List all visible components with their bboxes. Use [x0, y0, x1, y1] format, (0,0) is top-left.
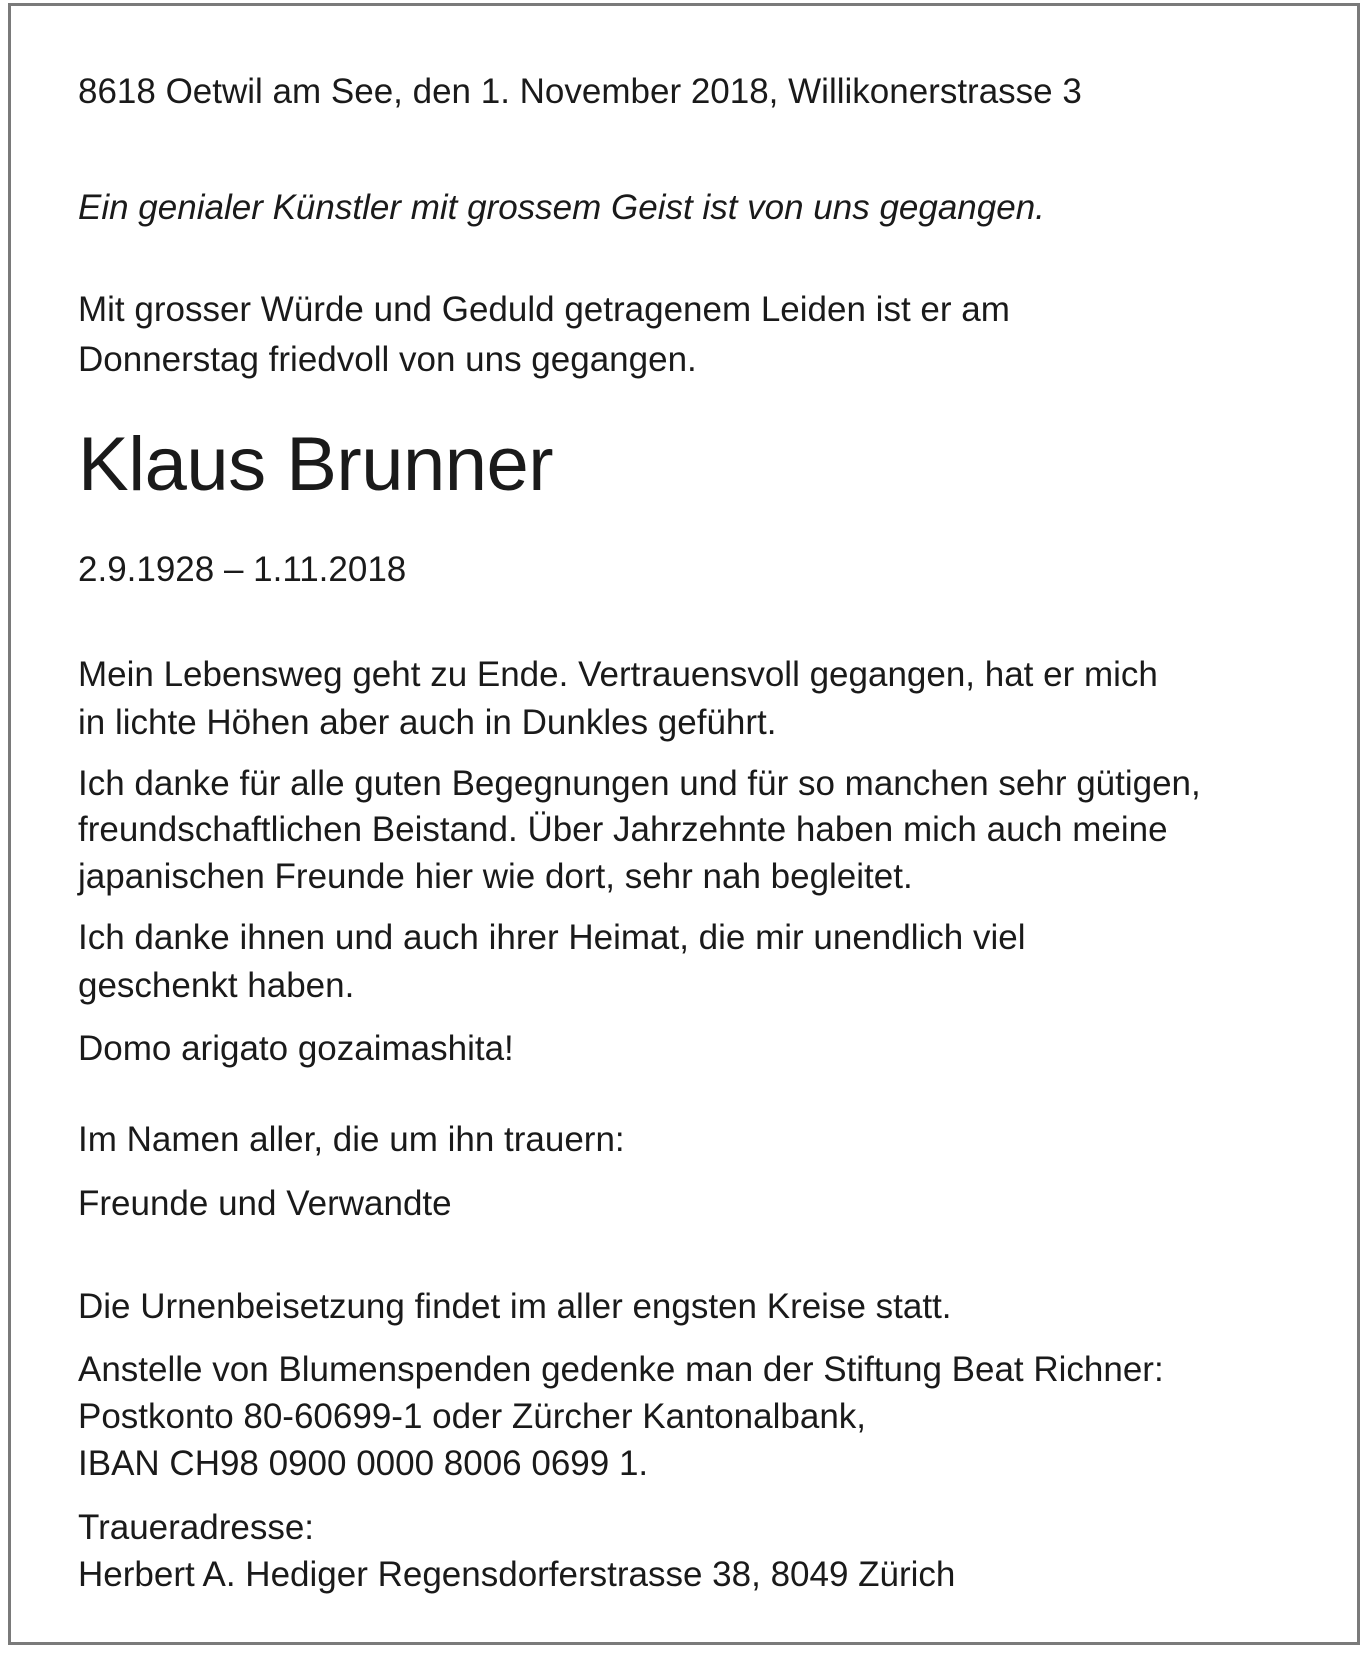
- intro-line-1: Mit grosser Würde und Geduld getragenem Leiden ist er am: [78, 290, 1010, 329]
- life-dates: 2.9.1928 – 1.11.2018: [78, 550, 407, 589]
- donation-line-1: Anstelle von Blumenspenden gedenke man der Stiftung Beat Richner:: [78, 1350, 1164, 1389]
- donation-line-2: Postkonto 80-60699-1 oder Zürcher Kantonalbank,: [78, 1397, 867, 1436]
- place-date-line: 8618 Oetwil am See, den 1. November 2018, Willikonerstrasse 3: [78, 72, 1082, 111]
- motto: Ein genialer Künstler mit grossem Geist ist von uns gegangen.: [78, 188, 1045, 227]
- message-p1-line-1: Mein Lebensweg geht zu Ende. Vertrauensvoll gegangen, hat er mich: [78, 655, 1158, 694]
- intro-line-2: Donnerstag friedvoll von uns gegangen.: [78, 340, 697, 379]
- message-p3-line-1: Ich danke ihnen und auch ihrer Heimat, die mir unendlich viel: [78, 918, 1026, 957]
- mourners-intro: Im Namen aller, die um ihn trauern:: [78, 1120, 625, 1159]
- message-p3-line-2: geschenkt haben.: [78, 966, 355, 1005]
- mourning-address-label: Traueradresse:: [78, 1508, 315, 1547]
- message-p2-line-3: japanischen Freunde hier wie dort, sehr nah begleitet.: [78, 857, 913, 896]
- deceased-name: Klaus Brunner: [78, 422, 554, 507]
- message-p1-line-2: in lichte Höhen aber auch in Dunkles geführt.: [78, 703, 777, 742]
- message-p2-line-1: Ich danke für alle guten Begegnungen und für so manchen sehr gütigen,: [78, 764, 1201, 803]
- message-p2-line-2: freundschaftlichen Beistand. Über Jahrzehnte haben mich auch meine: [78, 810, 1168, 849]
- donation-line-3: IBAN CH98 0900 0000 8006 0699 1.: [78, 1444, 649, 1483]
- burial-info: Die Urnenbeisetzung findet im aller engsten Kreise statt.: [78, 1287, 952, 1326]
- message-p4: Domo arigato gozaimashita!: [78, 1029, 514, 1068]
- mourning-address: Herbert A. Hediger Regensdorferstrasse 38, 8049 Zürich: [78, 1555, 956, 1594]
- mourners: Freunde und Verwandte: [78, 1184, 452, 1223]
